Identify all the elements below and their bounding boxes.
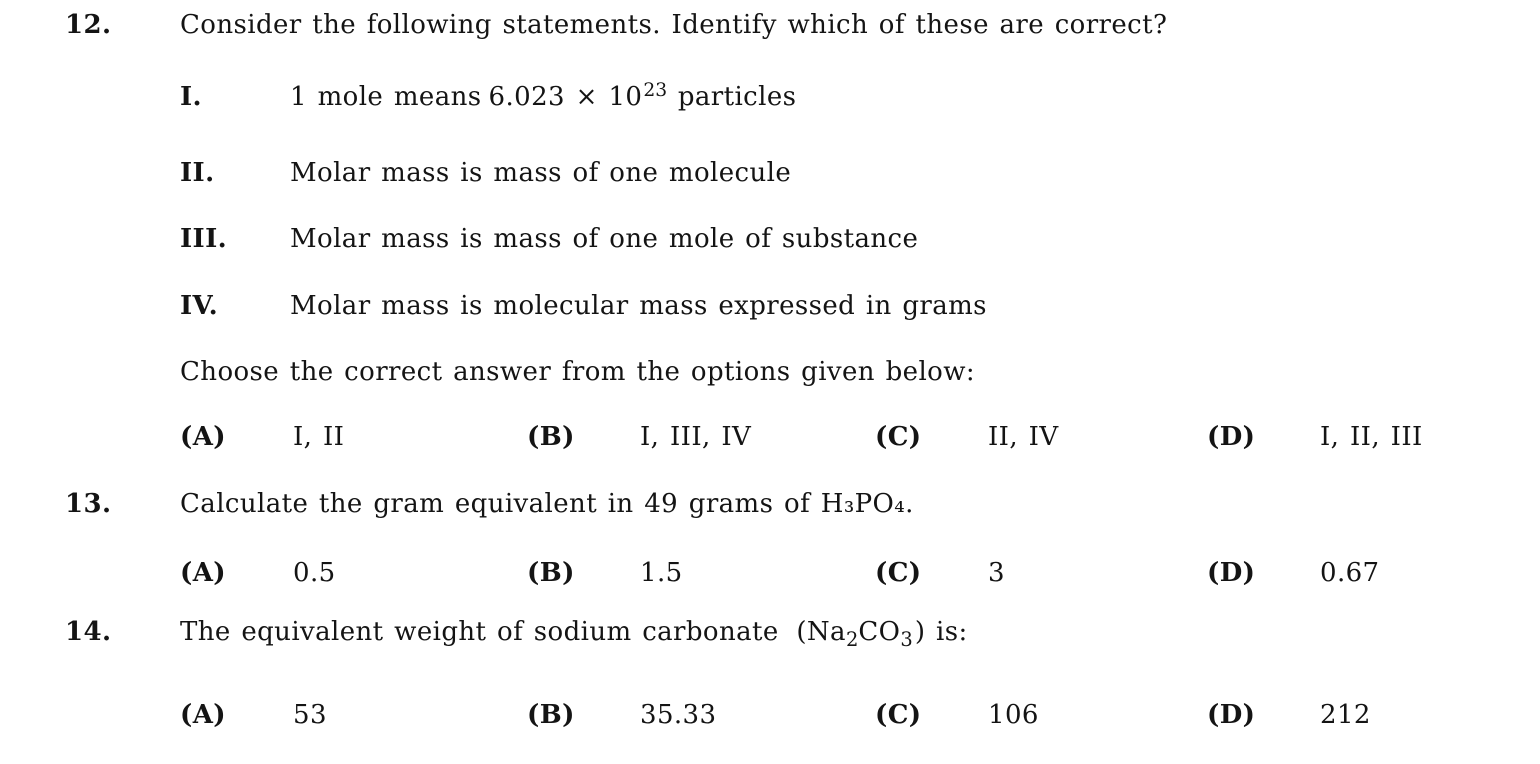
option-b-label: (B) (527, 700, 575, 730)
option-b-value: I, III, IV (640, 422, 752, 452)
question-13-row (65, 487, 1530, 521)
question-14-number: 14. (65, 617, 112, 647)
option-a-value: I, II (293, 422, 345, 452)
formula-subscript-2: 2 (845, 627, 859, 651)
question-12-row (65, 8, 1530, 42)
question-14-text (180, 615, 1530, 651)
formula-mid: CO (858, 617, 901, 647)
statement-1-label: I. (180, 82, 203, 112)
option-a (180, 556, 527, 590)
statement-2-text: Molar mass is mass of one molecule (290, 158, 792, 188)
statement-4-text: Molar mass is molecular mass expressed in grams (290, 291, 987, 321)
option-d (1207, 698, 1540, 732)
formula-subscript-3: 3 (900, 627, 913, 651)
option-a-value: 0.5 (293, 558, 336, 588)
option-b (527, 420, 875, 454)
question-12-number: 12. (65, 10, 112, 40)
statement-2-label: II. (180, 158, 215, 188)
statement-1-pre: 1 mole means (290, 82, 482, 112)
option-a-label: (A) (180, 700, 226, 730)
option-c-value: II, IV (988, 422, 1059, 452)
question-12-options-row (180, 420, 1540, 454)
question-14-options-row (180, 698, 1540, 732)
formula-close: ) (914, 617, 926, 647)
option-a-label: (A) (180, 422, 226, 452)
statement-3-row (180, 222, 1530, 256)
statement-2-row (180, 156, 1530, 190)
statement-3-text: Molar mass is mass of one mole of substance (290, 224, 919, 254)
option-c (875, 420, 1207, 454)
statement-1-exponent: 23 (643, 79, 668, 101)
question-12-choose-line (180, 355, 1530, 389)
option-a (180, 698, 527, 732)
option-d-label: (D) (1207, 422, 1256, 452)
question-13-options-row (180, 556, 1540, 590)
question-13-text: Calculate the gram equivalent in 49 grams of H₃PO₄. (180, 489, 914, 519)
option-b-value: 1.5 (640, 558, 683, 588)
question-14-row (65, 615, 1530, 651)
option-c-value: 3 (988, 558, 1005, 588)
question-13-number: 13. (65, 489, 112, 519)
option-d-label: (D) (1207, 700, 1256, 730)
option-d-value: 212 (1320, 700, 1371, 730)
option-c (875, 556, 1207, 590)
option-c-value: 106 (988, 700, 1039, 730)
option-d (1207, 556, 1540, 590)
statement-3-label: III. (180, 224, 228, 254)
option-d (1207, 420, 1540, 454)
option-b-label: (B) (527, 422, 575, 452)
option-a (180, 420, 527, 454)
choose-instruction-text: Choose the correct answer from the options given below: (180, 357, 976, 387)
statement-1-math-base: 6.023 × 10 (488, 82, 643, 112)
statement-4-label: IV. (180, 291, 219, 321)
option-d-value: 0.67 (1320, 558, 1380, 588)
option-c (875, 698, 1207, 732)
statement-1-text (290, 80, 1530, 117)
option-b-label: (B) (527, 558, 575, 588)
option-b (527, 556, 875, 590)
option-b-value: 35.33 (640, 700, 717, 730)
option-a-value: 53 (293, 700, 327, 730)
question-14-post: is: (936, 617, 968, 647)
question-14-pre: The equivalent weight of sodium carbonate (180, 617, 779, 647)
formula-open: (Na (796, 617, 846, 647)
statement-4-row (180, 289, 1530, 323)
statement-1-row (180, 80, 1530, 117)
option-d-label: (D) (1207, 558, 1256, 588)
option-b (527, 698, 875, 732)
option-a-label: (A) (180, 558, 226, 588)
option-c-label: (C) (875, 700, 922, 730)
statement-1-post: particles (677, 82, 797, 112)
option-d-value: I, II, III (1320, 422, 1423, 452)
question-12-text: Consider the following statements. Identify which of these are correct? (180, 10, 1168, 40)
option-c-label: (C) (875, 422, 922, 452)
option-c-label: (C) (875, 558, 922, 588)
